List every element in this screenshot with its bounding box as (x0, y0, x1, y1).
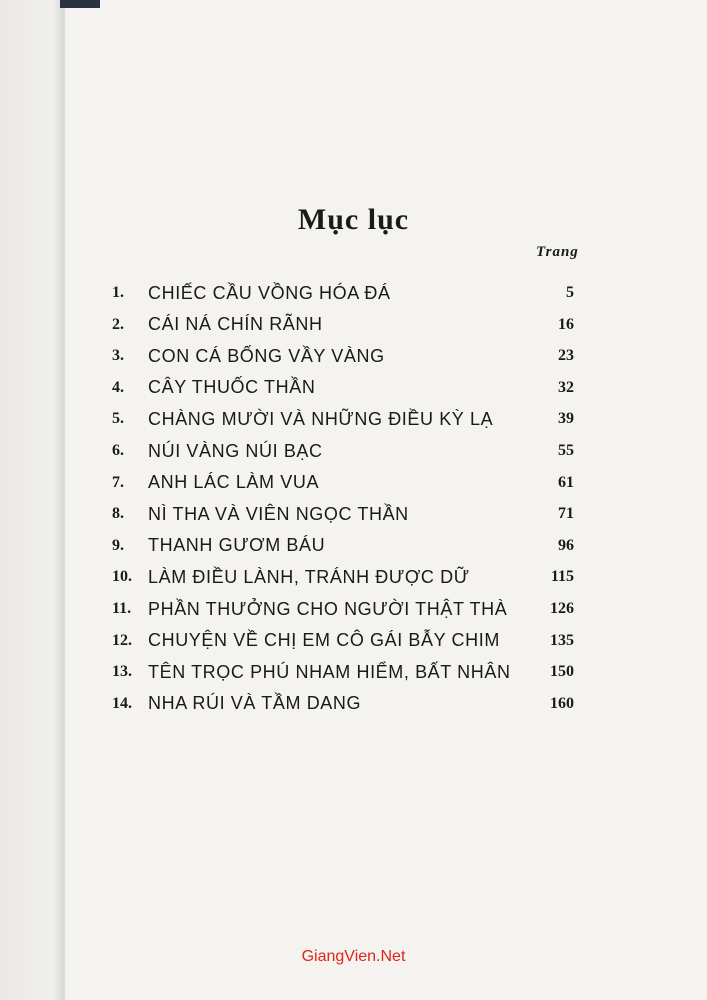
toc-entry (112, 437, 574, 465)
entry-number: 6. (112, 442, 124, 459)
entry-number: 13. (112, 663, 132, 681)
entry-title: NHA RÚI VÀ TẦM DANG (148, 693, 362, 714)
entry-number: 4. (112, 378, 124, 396)
toc-entry (112, 405, 574, 433)
entry-page: 135 (550, 631, 574, 649)
entry-number: 5. (112, 410, 124, 428)
toc-entry (112, 500, 574, 528)
entry-title: TÊN TRỌC PHÚ NHAM HIỂM, BẤT NHÂN (148, 661, 511, 682)
entry-number: 1. (112, 284, 124, 301)
entry-number: 7. (112, 473, 124, 491)
entry-page: 32 (558, 378, 574, 396)
entry-page: 16 (558, 315, 574, 333)
toc-entry (112, 595, 574, 623)
entry-title: CHIẾC CẦU VỒNG HÓA ĐÁ (148, 282, 391, 303)
toc-entry (112, 532, 574, 560)
entry-number: 10. (112, 568, 132, 586)
entry-title: CHÀNG MƯỜI VÀ NHỮNG ĐIỀU KỲ LẠ (148, 408, 494, 429)
toc-entry (112, 627, 574, 655)
page-corner (60, 0, 100, 8)
watermark: GiangVien.Net (301, 948, 406, 965)
entry-number: 2. (112, 315, 124, 333)
toc-entry (112, 342, 574, 370)
entry-title: THANH GƯƠM BÁU (148, 535, 326, 556)
entry-number: 12. (112, 631, 132, 649)
entry-title: CÁI NÁ CHÍN RÃNH (148, 314, 323, 335)
entry-page: 5 (566, 284, 574, 301)
toc-entry (112, 311, 574, 339)
toc-entry (112, 658, 574, 686)
entry-title: LÀM ĐIỀU LÀNH, TRÁNH ĐƯỢC DỮ (148, 566, 470, 587)
entry-number: 8. (112, 505, 124, 523)
entry-number: 11. (112, 600, 132, 617)
entry-title: NÌ THA VÀ VIÊN NGỌC THẦN (148, 503, 409, 524)
entry-page: 160 (550, 694, 574, 712)
toc-entry (112, 374, 574, 402)
toc-entry (112, 279, 574, 307)
entry-page: 39 (558, 410, 574, 428)
toc-entry (112, 469, 574, 497)
entry-page: 23 (558, 347, 574, 365)
toc-entry (112, 690, 574, 718)
entry-title: PHẦN THƯỞNG CHO NGƯỜI THẬT THÀ (148, 598, 508, 619)
entry-page: 55 (558, 442, 574, 459)
entry-page: 115 (550, 568, 574, 586)
page-column-header: Trang (536, 244, 579, 260)
entry-title: ANH LÁC LÀM VUA (148, 472, 320, 493)
entry-title: CÂY THUỐC THẦN (148, 377, 316, 398)
entry-page: 150 (550, 663, 574, 681)
entry-title: CON CÁ BỐNG VẦY VÀNG (148, 345, 385, 366)
toc-entry (112, 563, 574, 591)
entry-number: 14. (112, 694, 132, 712)
entry-page: 126 (550, 600, 574, 617)
page-binding (0, 0, 66, 1000)
entry-title: NÚI VÀNG NÚI BẠC (148, 440, 323, 461)
entry-title: CHUYỆN VỀ CHỊ EM CÔ GÁI BẪY CHIM (148, 630, 500, 651)
entry-number: 3. (112, 347, 124, 365)
entry-page: 71 (558, 505, 574, 523)
page-title: Mục lục (297, 203, 410, 236)
entry-number: 9. (112, 536, 124, 554)
entry-page: 96 (558, 536, 574, 554)
entry-page: 61 (558, 473, 574, 491)
